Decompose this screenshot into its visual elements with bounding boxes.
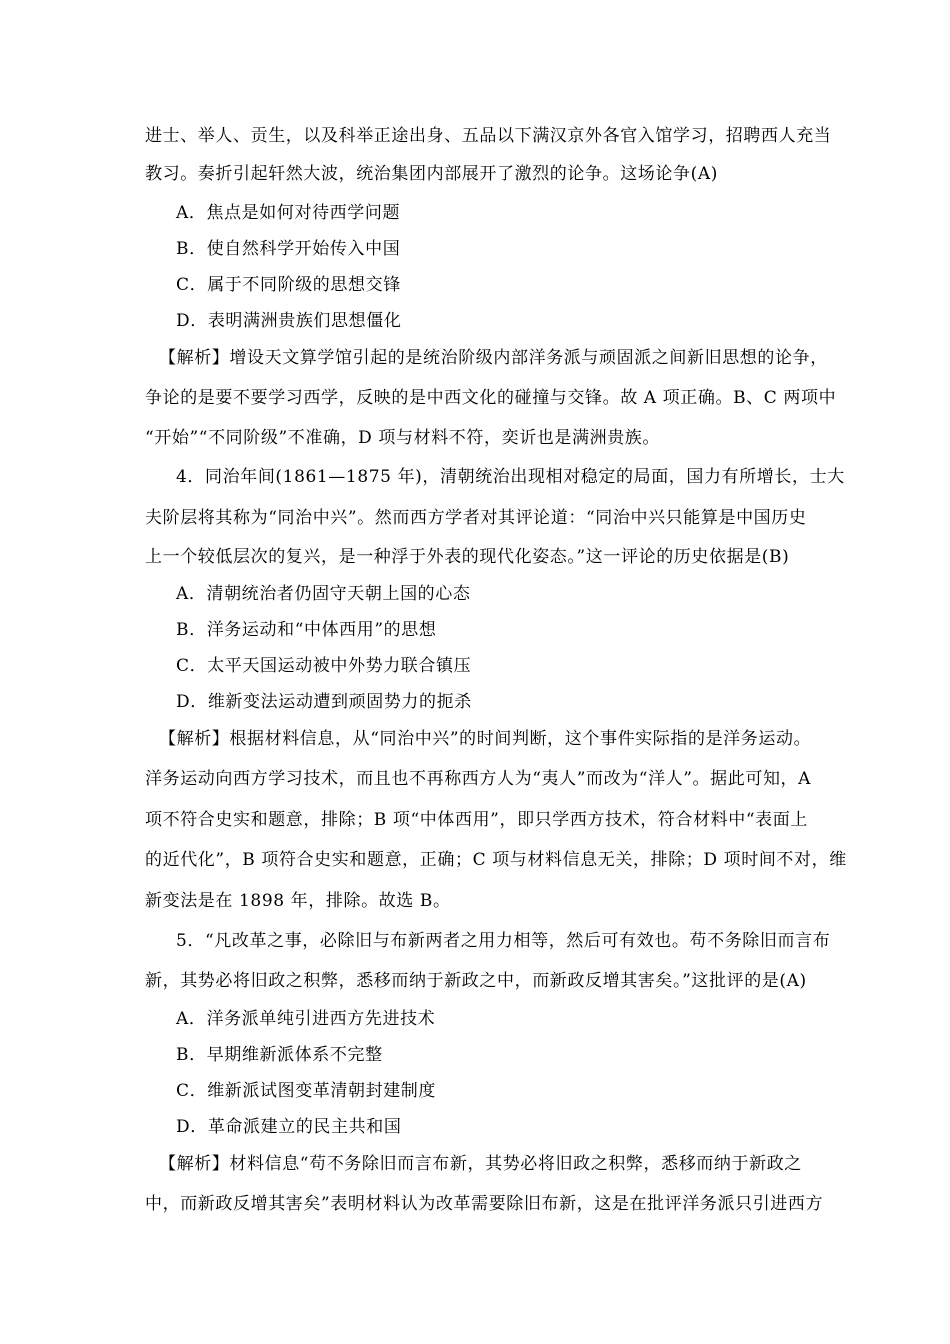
text-line: “开始”“不同阶级”不准确，D 项与材料不符，奕䜣也是满洲贵族。 <box>145 428 660 448</box>
analysis-line: 【解析】材料信息“苟不务除旧而言布新，其势必将旧政之积弊，悉移而纳于新政之 <box>159 1154 802 1174</box>
question-4: 4．同治年间(1861—1875 年)，清朝统治出现相对稳定的局面，国力有所增长，士大 <box>176 467 845 487</box>
text-line: 中，而新政反增其害矣”表明材料认为改革需要除旧布新，这是在批评洋务派只引进西方 <box>145 1194 824 1214</box>
text-line: 新变法是在 1898 年，排除。故选 B。 <box>145 891 451 911</box>
option-d: D．革命派建立的民主共和国 <box>176 1117 402 1137</box>
question-5: 5．“凡改革之事，必除旧与布新两者之用力相等，然后可有效也。苟不务除旧而言布 <box>176 931 831 951</box>
option-c: C．太平天国运动被中外势力联合镇压 <box>176 656 472 676</box>
option-b: B．早期维新派体系不完整 <box>176 1045 383 1065</box>
text-line: 进士、举人、贡生，以及科举正途出身、五品以下满汉京外各官入馆学习，招聘西人充当 <box>145 126 832 146</box>
option-a: A．洋务派单纯引进西方先进技术 <box>176 1009 436 1029</box>
option-b: B．使自然科学开始传入中国 <box>176 239 401 259</box>
option-a: A．清朝统治者仍固守天朝上国的心态 <box>176 584 471 604</box>
text-line: 项不符合史实和题意，排除；B 项“中体西用”，即只学西方技术，符合材料中“表面上 <box>145 810 808 830</box>
text-line: 洋务运动向西方学习技术，而且也不再称西方人为“夷人”而改为“洋人”。据此可知，A <box>145 769 812 789</box>
option-c: C．维新派试图变革清朝封建制度 <box>176 1081 437 1101</box>
text-line: 争论的是要不要学习西学，反映的是中西文化的碰撞与交锋。故 A 项正确。B、C 两项中 <box>145 388 837 408</box>
text-line: 新，其势必将旧政之积弊，悉移而纳于新政之中，而新政反增其害矣。”这批评的是(A) <box>145 971 807 991</box>
option-d: D．表明满洲贵族们思想僵化 <box>176 311 402 331</box>
text-line: 夫阶层将其称为“同治中兴”。然而西方学者对其评论道：“同治中兴只能算是中国历史 <box>145 508 807 528</box>
text-line: 教习。奏折引起轩然大波，统治集团内部展开了激烈的论争。这场论争(A) <box>145 164 718 184</box>
option-a: A．焦点是如何对待西学问题 <box>176 203 401 223</box>
text-line: 上一个较低层次的复兴，是一种浮于外表的现代化姿态。”这一评论的历史依据是(B) <box>145 547 790 567</box>
option-c: C．属于不同阶级的思想交锋 <box>176 275 401 295</box>
analysis-line: 【解析】增设天文算学馆引起的是统治阶级内部洋务派与顽固派之间新旧思想的论争， <box>159 348 828 368</box>
option-d: D．维新变法运动遭到顽固势力的扼杀 <box>176 692 472 712</box>
analysis-line: 【解析】根据材料信息，从“同治中兴”的时间判断，这个事件实际指的是洋务运动。 <box>159 729 812 749</box>
text-line: 的近代化”，B 项符合史实和题意，正确；C 项与材料信息无关，排除；D 项时间不对，维 <box>145 850 847 870</box>
option-b: B．洋务运动和“中体西用”的思想 <box>176 620 437 640</box>
